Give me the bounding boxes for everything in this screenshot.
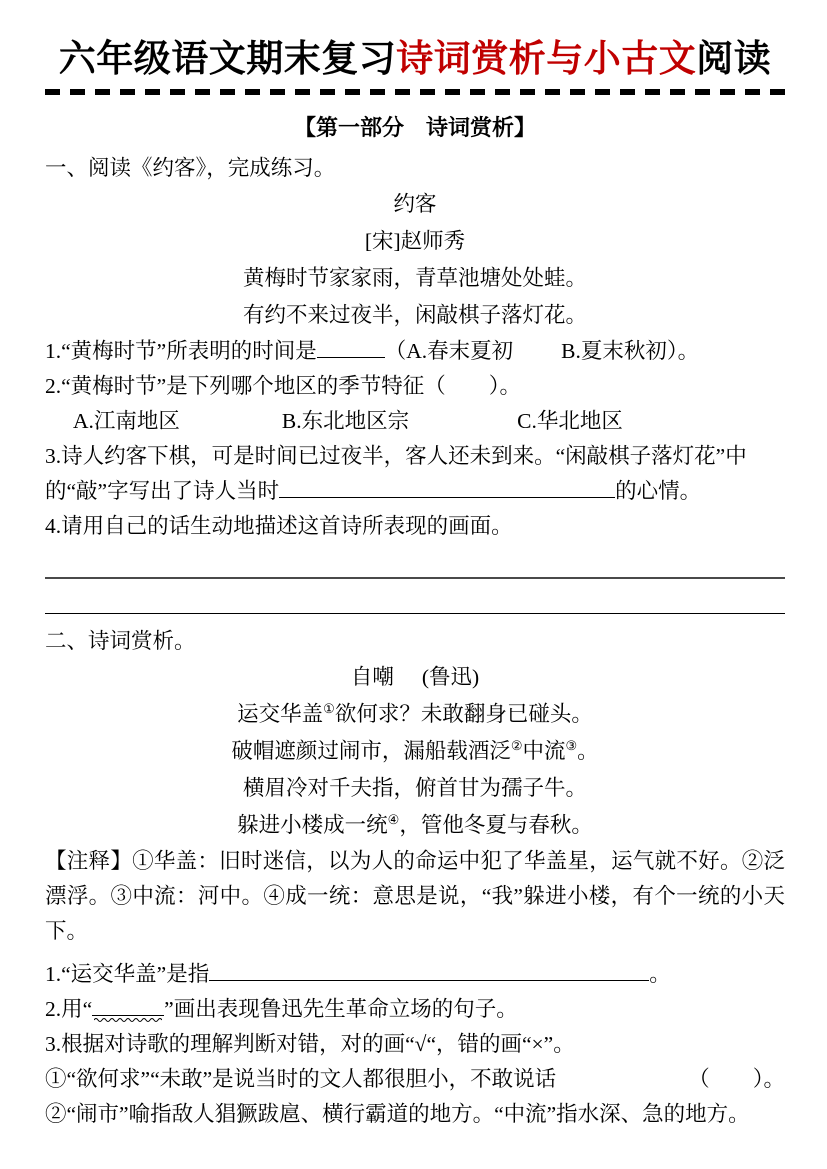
wavy-line-blank: [92, 999, 164, 1016]
part1-question-3: 3.诗人约客下棋，可是时间已过夜半，客人还未到来。“闲敲棋子落灯花”中的“敲”字写出了诗人当时 的心情。: [45, 444, 747, 503]
poem2-verse-3: 横眉冷对千夫指，俯首甘为孺子牛。: [242, 776, 587, 800]
part2-question-3: 3.根据对诗歌的理解判断对错，对的画“√“，错的画“×”。: [45, 1032, 575, 1056]
note-ref-4: ④: [387, 811, 400, 827]
note-ref-1: ①: [323, 700, 335, 716]
poem1-title: 约客: [393, 192, 437, 216]
note-ref-2: ②: [510, 737, 523, 753]
part1-question-2: 2.“黄梅时节”是下列哪个地区的季节特征（ ）。: [45, 374, 521, 398]
poem2-verse-2: 破帽遮颜过闹市，漏船载酒泛②中流③。: [231, 737, 599, 763]
judgment-paren: （ ）。: [688, 1067, 785, 1091]
answer-line: [45, 544, 785, 579]
option-a: A.江南地区: [73, 409, 180, 433]
part2-judgment-1: ①“欲何求”“未敢”是说当时的文人都很胆小，不敢说话 （ ）。: [45, 1062, 785, 1097]
page-title: [45, 36, 785, 82]
title-segment-black-1: 六年级语文期末复习: [58, 37, 397, 80]
poem1-verse-2: 有约不来过夜半，闲敲棋子落灯花。: [242, 303, 587, 327]
poem2-annotations: 【注释】①华盖：旧时迷信，以为人的命运中犯了华盖星，运气就不好。②泛漂浮。③中流：河中。④成一统：意思是说，“我”躲进小楼，有个一统的小天下。: [45, 849, 785, 943]
title-segment-red: 诗词赏析与小古文: [396, 37, 697, 80]
option-b: B.东北地区宗: [281, 409, 410, 433]
section-heading-part1: 【第一部分 诗词赏析】: [293, 116, 536, 141]
part1-q2-options: [45, 404, 785, 439]
answer-line: [45, 579, 785, 614]
note-ref-3: ③: [565, 737, 578, 753]
title-segment-black-2: 阅读: [696, 37, 772, 80]
part2-intro: 二、诗词赏析。: [45, 629, 196, 653]
answer-writing-area: [45, 544, 785, 614]
fill-in-blank: [209, 957, 649, 981]
fill-in-blank: [279, 474, 615, 498]
poem2-title: 自嘲 (鲁迅): [350, 665, 480, 689]
poem1-verse-1: 黄梅时节家家雨，青草池塘处处蛙。: [242, 266, 587, 290]
poem2-verse-1: 运交华盖①欲何求？未敢翻身已碰头。: [237, 700, 593, 726]
part2-question-2: 2.用“ ”画出表现鲁迅先生革命立场的句子。: [45, 997, 518, 1021]
poem2-verse-4: 躲进小楼成一统④，管他冬夏与春秋。: [237, 811, 593, 837]
poem2-author: (鲁迅): [421, 665, 480, 689]
option-c: C.华北地区: [517, 409, 623, 433]
part2-question-1: 1.“运交华盖”是指 。: [45, 957, 785, 992]
dashed-divider: [45, 89, 785, 95]
poem1-author: [宋]赵师秀: [364, 229, 466, 253]
part2-judgment-2: ②“闹市”喻指敌人猖獗跋扈、横行霸道的地方。“中流”指水深、急的地方。: [45, 1102, 750, 1126]
part1-intro: 一、阅读《约客》，完成练习。: [45, 156, 336, 180]
fill-in-blank: [317, 334, 385, 358]
part1-question-4: 4.请用自己的话生动地描述这首诗所表现的画面。: [45, 514, 513, 538]
part1-question-1: 1.“黄梅时节”所表明的时间是 （A.春末夏初 B.夏末秋初）。: [45, 334, 785, 369]
